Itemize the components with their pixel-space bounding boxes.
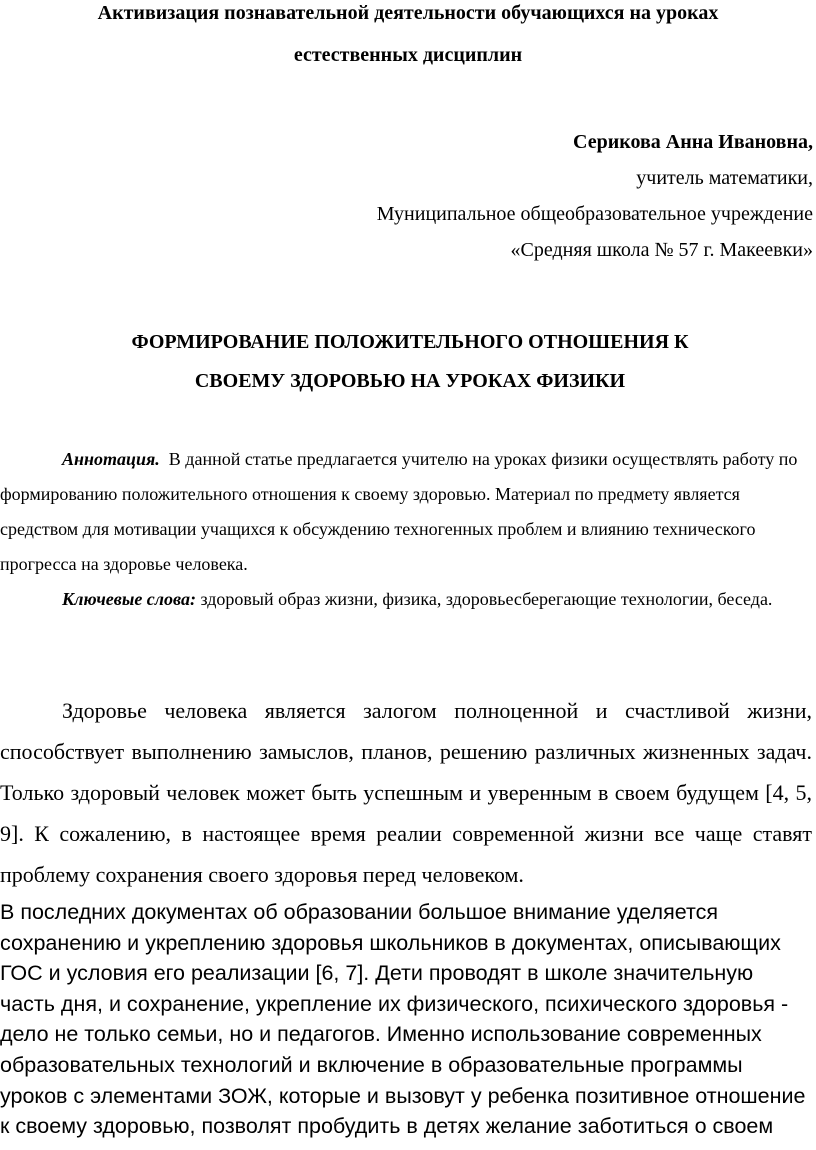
body-paragraph-2: В последних документах об образовании большое внимание уделяется сохранению и укреплению здоровья школьников в документах, описывающих ГОС и условия его реализации [6, 7]. Дети проводят в школе значительную часть дня, и сохранение, укрепление их физического, психического здоровья - дело не только семьи, но и педагогов. Именно использование современных образовательных технологий и включение в образовательные программы уроков с элементами ЗОЖ, которые и вызовут у ребенка позитивное отношение к своему здоровью, позволят пробудить в детях желание заботиться о своем — [0, 900, 806, 1139]
author-name: Серикова Анна Ивановна, — [573, 131, 813, 153]
abstract-label: Аннотация. — [62, 449, 160, 469]
abstract-section — [0, 442, 812, 617]
keywords-label: Ключевые слова: — [62, 589, 196, 609]
keywords-paragraph — [0, 582, 812, 617]
author-position: учитель математики, — [636, 167, 813, 189]
body-paragraph-1: Здоровье человека является залогом полноценной и счастливой жизни, способствует выполнению замыслов, планов, решению различных жизненных задач. Только здоровый человек может быть успешным и уверенным в своем будущем [4, 5, 9]. К сожалению, в настоящее время реалии современной жизни все чаще ставят проблему сохранения своего здоровья перед человеком. — [0, 698, 812, 887]
abstract-paragraph — [0, 442, 812, 582]
header-title-line-1: Активизация познавательной деятельности обучающихся на уроках — [97, 2, 719, 24]
keywords-text: здоровый образ жизни, физика, здоровьесберегающие технологии, беседа. — [200, 589, 773, 609]
header-title-line-2: естественных дисциплин — [293, 44, 523, 66]
article-title — [60, 323, 760, 401]
article-title-line-2: СВОЕМУ ЗДОРОВЬЮ НА УРОКАХ ФИЗИКИ — [194, 370, 626, 392]
author-institution-line-1: Муниципальное общеобразовательное учреждение — [376, 203, 813, 225]
author-block — [213, 124, 813, 268]
article-title-line-1: ФОРМИРОВАНИЕ ПОЛОЖИТЕЛЬНОГО ОТНОШЕНИЯ К — [131, 331, 689, 353]
author-institution-line-2: «Средняя школа № 57 г. Макеевки» — [510, 239, 813, 261]
abstract-text: В данной статье предлагается учителю на уроках физики осуществлять работу по формированию положительного отношения к своему здоровью. Материал по предмету является средством для мотивации учащихся к обсуждению техногенных проблем и влиянию технического прогресса на здоровье человека. — [0, 449, 798, 574]
